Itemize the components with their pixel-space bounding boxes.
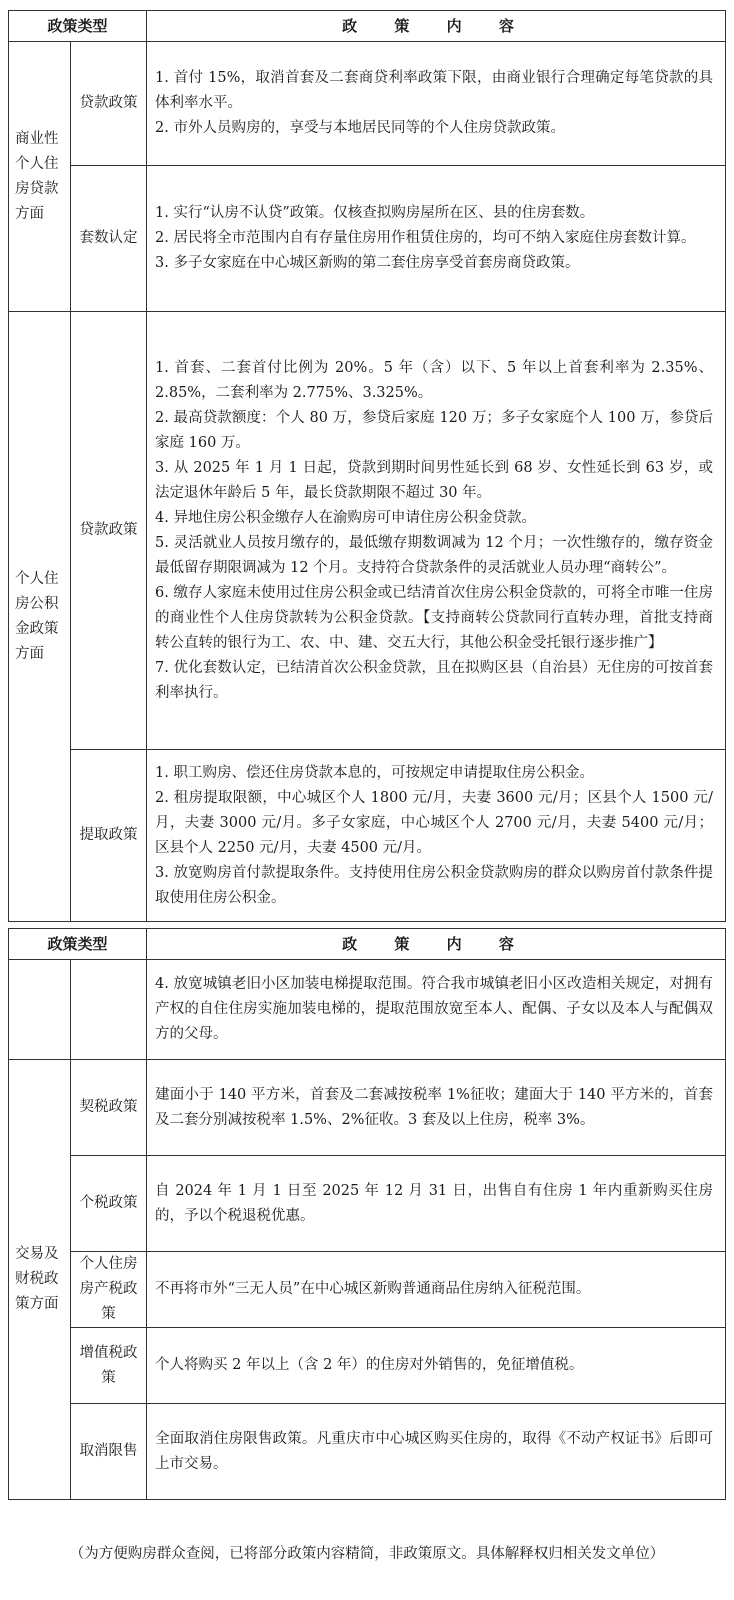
- header-policy-content: 政 策 内 容: [147, 929, 726, 960]
- table-row: [9, 1328, 726, 1404]
- policy-content: [147, 42, 726, 166]
- table-row: [9, 960, 726, 1060]
- policy-item: 1. 首套、二套首付比例为 20%。5 年（含）以下、5 年以上首套利率为 2.35%、2.85%，二套利率为 2.775%、3.325%。: [155, 359, 713, 401]
- subcategory-cancel-resale-limit: 取消限售: [71, 1404, 147, 1500]
- table-row: [9, 166, 726, 312]
- policy-content: [147, 166, 726, 312]
- policy-item: 3. 从 2025 年 1 月 1 日起，贷款到期时间男性延长到 68 岁、女性延长到 63 岁，或法定退休年龄后 5 年，最长贷款期限不超过 30 年。: [155, 459, 713, 501]
- policy-item: 4. 放宽城镇老旧小区加装电梯提取范围。符合我市城镇老旧小区改造相关规定，对拥有产权的自住住房实施加装电梯的，提取范围放宽至本人、配偶、子女以及本人与配偶双方的父母。: [155, 976, 713, 1042]
- policy-item: 2. 租房提取限额，中心城区个人 1800 元/月，夫妻 3600 元/月；区县个人 1500 元/月，夫妻 3000 元/月。多子女家庭，中心城区个人 2700 元/月，夫妻 5400 元/月；区县个人 2250 元/月，夫妻 4500 元/月。: [155, 789, 713, 856]
- subcategory-income-tax: 个税政策: [71, 1156, 147, 1252]
- category-provident-fund: 个人住房公积金政策方面: [9, 312, 71, 922]
- table-row: [9, 1156, 726, 1252]
- table-row: [9, 1404, 726, 1500]
- policy-item: 5. 灵活就业人员按月缴存的，最低缴存期数调减为 12 个月；一次性缴存的，缴存资金最低留存期限调减为 12 个月。支持符合贷款条件的灵活就业人员办理“商转公”。: [155, 534, 713, 576]
- table-header-row: [9, 11, 726, 42]
- subcategory-vat: 增值税政策: [71, 1328, 147, 1404]
- footnote: （为方便购房群众查阅，已将部分政策内容精简，非政策原文。具体解释权归相关发文单位）: [69, 1546, 665, 1562]
- subcategory-withdraw-policy: 提取政策: [71, 750, 147, 922]
- table-row: [9, 1252, 726, 1328]
- subcategory-deed-tax: 契税政策: [71, 1060, 147, 1156]
- subcategory-housing-count: 套数认定: [71, 166, 147, 312]
- policy-item: 1. 首付 15%，取消首套及二套商贷利率政策下限，由商业银行合理确定每笔贷款的具体利率水平。: [155, 70, 713, 111]
- policy-content: 自 2024 年 1 月 1 日至 2025 年 12 月 31 日，出售自有住房 1 年内重新购买住房的，予以个税退税优惠。: [147, 1156, 726, 1252]
- policy-item: 3. 放宽购房首付款提取条件。支持使用住房公积金贷款购房的群众以购房首付款条件提取使用住房公积金。: [155, 864, 713, 906]
- subcategory-loan-policy: 贷款政策: [71, 42, 147, 166]
- empty-subcategory-cell: [71, 960, 147, 1060]
- table-row: [9, 1060, 726, 1156]
- empty-category-cell: [9, 960, 71, 1060]
- subcategory-fund-loan-policy: 贷款政策: [71, 312, 147, 750]
- category-transaction-tax: 交易及财税政策方面: [9, 1060, 71, 1500]
- header-policy-type: 政策类型: [9, 929, 147, 960]
- table-header-row: [9, 929, 726, 960]
- policy-item: 3. 多子女家庭在中心城区新购的第二套住房享受首套房商贷政策。: [155, 255, 580, 271]
- policy-content: [147, 312, 726, 750]
- subcategory-property-tax: 个人住房房产税政策: [71, 1252, 147, 1328]
- policy-table-2: [8, 928, 726, 1500]
- policy-item: 6. 缴存人家庭未使用过住房公积金或已结清首次住房公积金贷款的，可将全市唯一住房的商业性个人住房贷款转为公积金贷款。【支持商转公贷款同行直转办理，首批支持商转公直转的银行为工、农、中、建、交五大行，其他公积金受托银行逐步推广】: [155, 584, 713, 651]
- policy-content: [147, 750, 726, 922]
- policy-table-1: [8, 10, 726, 922]
- policy-content: 不再将市外“三无人员”在中心城区新购普通商品住房纳入征税范围。: [147, 1252, 726, 1328]
- policy-item: 2. 居民将全市范围内自有存量住房用作租赁住房的，均可不纳入家庭住房套数计算。: [155, 230, 696, 246]
- policy-item: 1. 实行“认房不认贷”政策。仅核查拟购房屋所在区、县的住房套数。: [155, 205, 595, 221]
- policy-item: 4. 异地住房公积金缴存人在渝购房可申请住房公积金贷款。: [155, 509, 536, 526]
- policy-content: [147, 960, 726, 1060]
- policy-content: 个人将购买 2 年以上（含 2 年）的住房对外销售的，免征增值税。: [147, 1328, 726, 1404]
- header-policy-type: 政策类型: [9, 11, 147, 42]
- policy-item: 2. 最高贷款额度：个人 80 万，参贷后家庭 120 万；多子女家庭个人 100 万，参贷后家庭 160 万。: [155, 409, 713, 451]
- table-row: [9, 42, 726, 166]
- category-commercial-loan: 商业性个人住房贷款方面: [9, 42, 71, 312]
- table-row: [9, 312, 726, 750]
- policy-item: 7. 优化套数认定，已结清首次公积金贷款，且在拟购区县（自治县）无住房的可按首套利率执行。: [155, 659, 713, 701]
- policy-content: 全面取消住房限售政策。凡重庆市中心城区购买住房的，取得《不动产权证书》后即可上市交易。: [147, 1404, 726, 1500]
- policy-item: 1. 职工购房、偿还住房贷款本息的，可按规定申请提取住房公积金。: [155, 764, 594, 781]
- table-row: [9, 750, 726, 922]
- policy-content: 建面小于 140 平方米，首套及二套减按税率 1%征收；建面大于 140 平方米的，首套及二套分别减按税率 1.5%、2%征收。3 套及以上住房，税率 3%。: [147, 1060, 726, 1156]
- policy-item: 2. 市外人员购房的，享受与本地居民同等的个人住房贷款政策。: [155, 120, 565, 136]
- header-policy-content: 政 策 内 容: [147, 11, 726, 42]
